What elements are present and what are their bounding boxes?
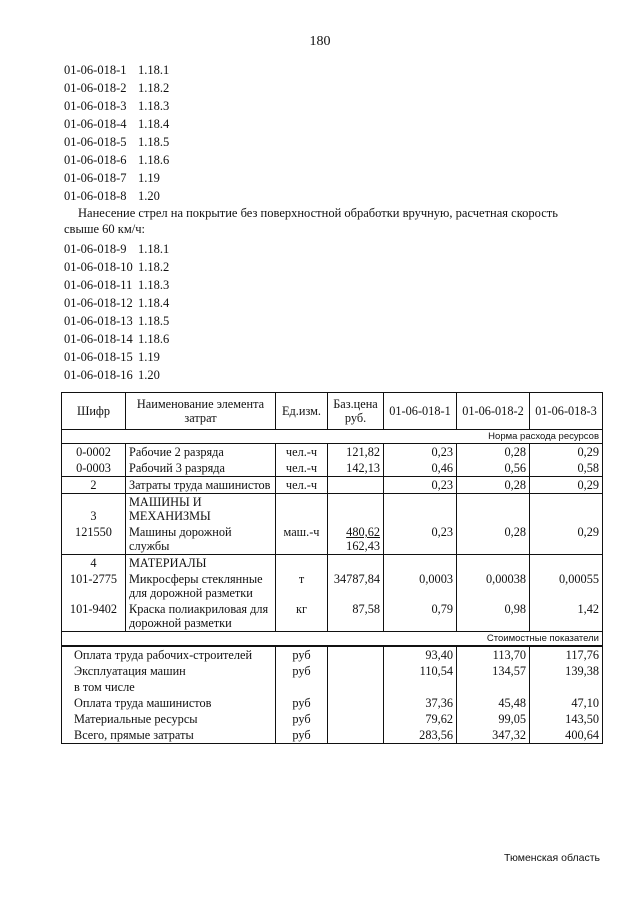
cell-name: Рабочие 2 разряда — [126, 444, 276, 461]
cell-price: 142,13 — [328, 460, 384, 477]
empty-cell — [328, 494, 384, 525]
ref: 1.18.1 — [138, 63, 170, 77]
cell-name: Машины дорожной службы — [126, 524, 276, 555]
price-top: 480,62 — [346, 525, 380, 539]
code-list-row — [64, 258, 169, 276]
empty-cell — [328, 679, 384, 695]
table-row — [62, 601, 603, 632]
cell-value-2: 0,28 — [457, 444, 530, 461]
ref: 1.20 — [138, 189, 160, 203]
ref: 1.18.4 — [138, 117, 170, 131]
table-row — [62, 477, 603, 494]
cost-value-3: 143,50 — [530, 711, 603, 727]
code: 01-06-018-14 — [64, 332, 133, 346]
code-list-row — [64, 169, 169, 187]
cell-unit: маш.-ч — [276, 524, 328, 555]
code-list-row — [64, 240, 169, 258]
cost-value-3: 47,10 — [530, 695, 603, 711]
cost-unit: руб — [276, 727, 328, 744]
code: 01-06-018-2 — [64, 81, 127, 95]
ref: 1.18.6 — [138, 153, 170, 167]
cost-value-1: 283,56 — [384, 727, 457, 744]
header-code: Шифр — [62, 393, 126, 430]
code-list-row — [64, 294, 169, 312]
cell-code: 121550 — [62, 524, 126, 555]
price-bottom: 162,43 — [346, 539, 380, 553]
cost-value-2: 134,57 — [457, 663, 530, 679]
ref: 1.18.3 — [138, 278, 170, 292]
cost-row — [62, 646, 603, 663]
ref: 1.18.5 — [138, 314, 170, 328]
cell-code: 101-9402 — [62, 601, 126, 632]
cell-code: 0-0003 — [62, 460, 126, 477]
ref: 1.18.2 — [138, 81, 170, 95]
code: 01-06-018-5 — [64, 135, 127, 149]
cell-value-3: 0,29 — [530, 477, 603, 494]
cell-value-3: 0,00055 — [530, 571, 603, 601]
empty-cell — [328, 663, 384, 679]
cell-code: 0-0002 — [62, 444, 126, 461]
table-row — [62, 571, 603, 601]
cost-row — [62, 695, 603, 711]
table-header-row — [62, 393, 603, 430]
cost-row — [62, 727, 603, 744]
cell-value-2: 0,28 — [457, 477, 530, 494]
cell-value-2: 0,56 — [457, 460, 530, 477]
subheader-row — [62, 430, 603, 444]
cost-unit: руб — [276, 711, 328, 727]
code: 01-06-018-3 — [64, 99, 127, 113]
code: 01-06-018-9 — [64, 242, 127, 256]
code-list-row — [64, 330, 169, 348]
cell-value-1: 0,23 — [384, 524, 457, 555]
code: 01-06-018-12 — [64, 296, 133, 310]
cell-value-1: 0,46 — [384, 460, 457, 477]
code: 01-06-018-10 — [64, 260, 133, 274]
region-footer: Тюменская область — [504, 852, 600, 864]
ref: 1.18.2 — [138, 260, 170, 274]
resource-table — [61, 392, 603, 744]
header-col-2: 01-06-018-2 — [457, 393, 530, 430]
ref: 1.18.3 — [138, 99, 170, 113]
cost-value-1: 79,62 — [384, 711, 457, 727]
cell-value-3: 0,29 — [530, 524, 603, 555]
cost-value-3: 400,64 — [530, 727, 603, 744]
cell-unit: чел.-ч — [276, 460, 328, 477]
group-header-row — [62, 555, 603, 572]
code-list-2 — [64, 240, 169, 384]
ref: 1.19 — [138, 350, 160, 364]
code: 01-06-018-6 — [64, 153, 127, 167]
cost-including-label: в том числе — [62, 679, 276, 695]
cell-value-2: 0,98 — [457, 601, 530, 632]
empty-cell — [530, 555, 603, 572]
empty-cell — [457, 679, 530, 695]
cost-row — [62, 711, 603, 727]
code: 01-06-018-11 — [64, 278, 133, 292]
code-list-row — [64, 97, 169, 115]
cost-label: Стоимостные показатели — [62, 632, 603, 647]
empty-cell — [384, 679, 457, 695]
empty-cell — [384, 555, 457, 572]
cost-name: Материальные ресурсы — [62, 711, 276, 727]
cost-unit: руб — [276, 646, 328, 663]
cost-value-1: 37,36 — [384, 695, 457, 711]
code-list-1 — [64, 61, 169, 205]
cell-value-2: 0,00038 — [457, 571, 530, 601]
cost-value-2: 347,32 — [457, 727, 530, 744]
cell-name: Краска полиакриловая для дорожной разметки — [126, 601, 276, 632]
page-number: 180 — [309, 34, 331, 49]
empty-cell — [328, 727, 384, 744]
cost-name: Эксплуатация машин — [62, 663, 276, 679]
empty-cell — [328, 711, 384, 727]
code: 01-06-018-4 — [64, 117, 127, 131]
code-list-row — [64, 79, 169, 97]
code-list-row — [64, 348, 169, 366]
code: 01-06-018-1 — [64, 63, 127, 77]
table-row — [62, 460, 603, 477]
group-name: МАТЕРИАЛЫ — [126, 555, 276, 572]
cost-unit: руб — [276, 695, 328, 711]
ref: 1.19 — [138, 171, 160, 185]
code-list-row — [64, 61, 169, 79]
cell-value-3: 0,29 — [530, 444, 603, 461]
table-row — [62, 524, 603, 555]
cell-value-2: 0,28 — [457, 524, 530, 555]
group-code: 3 — [62, 494, 126, 525]
cell-name: Затраты труда машинистов — [126, 477, 276, 494]
code-list-row — [64, 115, 169, 133]
empty-cell — [384, 494, 457, 525]
code: 01-06-018-15 — [64, 350, 133, 364]
code: 01-06-018-13 — [64, 314, 133, 328]
group-code: 4 — [62, 555, 126, 572]
empty-cell — [328, 695, 384, 711]
cost-row — [62, 663, 603, 679]
cell-value-1: 0,0003 — [384, 571, 457, 601]
empty-cell — [457, 494, 530, 525]
cell-name: Микросферы стеклянные для дорожной разметки — [126, 571, 276, 601]
section-note: Нанесение стрел на покрытие без поверхностной обработки вручную, расчетная скорость свыше 60 км/ч: — [64, 206, 558, 236]
cell-value-1: 0,23 — [384, 477, 457, 494]
cell-price: 121,82 — [328, 444, 384, 461]
code-list-row — [64, 366, 169, 384]
empty-cell — [276, 494, 328, 525]
cell-price — [328, 524, 384, 555]
code-list-row — [64, 312, 169, 330]
cell-code: 2 — [62, 477, 126, 494]
ref: 1.20 — [138, 368, 160, 382]
code: 01-06-018-7 — [64, 171, 127, 185]
ref: 1.18.6 — [138, 332, 170, 346]
cost-name: Оплата труда рабочих-строителей — [62, 646, 276, 663]
cell-value-1: 0,23 — [384, 444, 457, 461]
empty-cell — [276, 679, 328, 695]
cost-row — [62, 679, 603, 695]
empty-cell — [457, 555, 530, 572]
cost-value-2: 113,70 — [457, 646, 530, 663]
resource-norm-label: Норма расхода ресурсов — [62, 430, 603, 444]
header-unit: Ед.изм. — [276, 393, 328, 430]
table-row — [62, 444, 603, 461]
cost-name: Оплата труда машинистов — [62, 695, 276, 711]
code-list-row — [64, 133, 169, 151]
ref: 1.18.5 — [138, 135, 170, 149]
code-list-row — [64, 276, 169, 294]
cost-unit: руб — [276, 663, 328, 679]
cell-unit: чел.-ч — [276, 444, 328, 461]
cell-price: 87,58 — [328, 601, 384, 632]
cell-value-3: 1,42 — [530, 601, 603, 632]
empty-cell — [276, 555, 328, 572]
cell-unit: т — [276, 571, 328, 601]
header-name: Наименование элемента затрат — [126, 393, 276, 430]
cost-value-3: 139,38 — [530, 663, 603, 679]
empty-cell — [328, 646, 384, 663]
empty-cell — [530, 679, 603, 695]
cost-value-1: 93,40 — [384, 646, 457, 663]
cost-value-1: 110,54 — [384, 663, 457, 679]
cell-value-3: 0,58 — [530, 460, 603, 477]
code-list-row — [64, 151, 169, 169]
cell-name: Рабочий 3 разряда — [126, 460, 276, 477]
cell-code: 101-2775 — [62, 571, 126, 601]
cost-value-2: 99,05 — [457, 711, 530, 727]
empty-cell — [328, 555, 384, 572]
ref: 1.18.4 — [138, 296, 170, 310]
cell-price: 34787,84 — [328, 571, 384, 601]
group-name: МАШИНЫ И МЕХАНИЗМЫ — [126, 494, 276, 525]
header-price: Баз.цена руб. — [328, 393, 384, 430]
subheader-row — [62, 632, 603, 647]
ref: 1.18.1 — [138, 242, 170, 256]
cell-unit: чел.-ч — [276, 477, 328, 494]
cost-value-3: 117,76 — [530, 646, 603, 663]
header-col-1: 01-06-018-1 — [384, 393, 457, 430]
cost-value-2: 45,48 — [457, 695, 530, 711]
cost-name: Всего, прямые затраты — [62, 727, 276, 744]
code-list-row — [64, 187, 169, 205]
code: 01-06-018-16 — [64, 368, 133, 382]
cell-unit: кг — [276, 601, 328, 632]
header-col-3: 01-06-018-3 — [530, 393, 603, 430]
empty-cell — [530, 494, 603, 525]
cell-price — [328, 477, 384, 494]
cell-value-1: 0,79 — [384, 601, 457, 632]
group-header-row — [62, 494, 603, 525]
code: 01-06-018-8 — [64, 189, 127, 203]
